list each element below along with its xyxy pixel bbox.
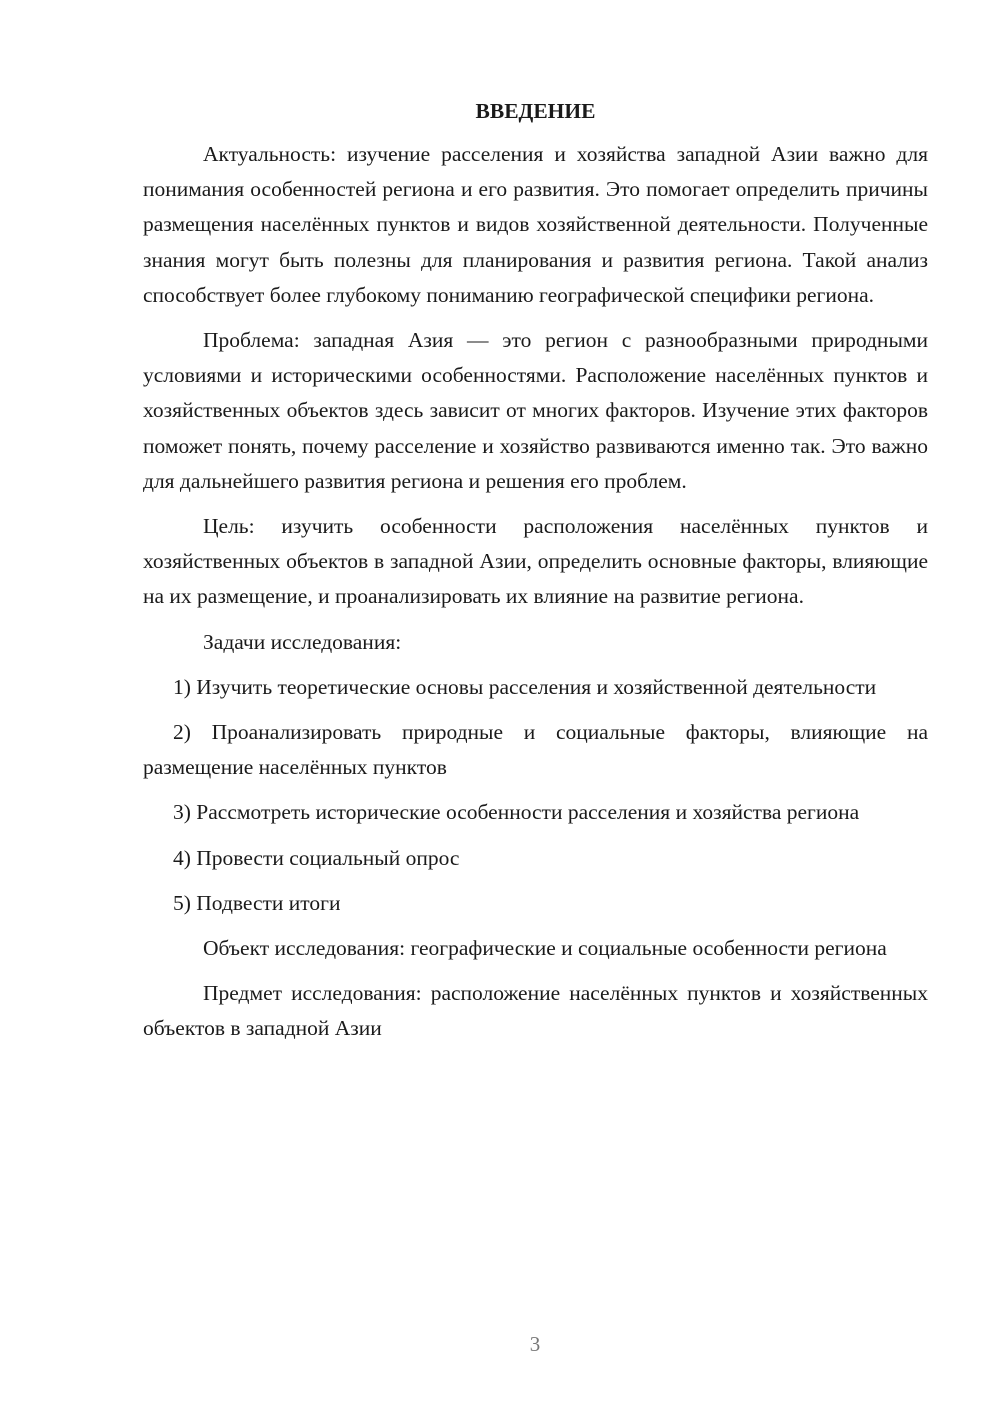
subject-paragraph: Предмет исследования: расположение населённых пунктов и хозяйственных объектов в западной Азии <box>143 981 928 1041</box>
task-item-4: 4) Провести социальный опрос <box>173 845 460 870</box>
problem-paragraph: Проблема: западная Азия — это регион с разнообразными природными условиями и историческими особенностями. Расположение населённых пунктов и хозяйственных объектов здесь зависит от многих факторов. Изучение этих факторов поможет понять, почему расселение и хозяйство развиваются именно так. Это важно для дальнейшего развития региона и решения его проблем. <box>143 328 928 493</box>
task-item-2: 2) Проанализировать природные и социальные факторы, влияющие на размещение населённых пунктов <box>143 720 928 780</box>
page-number: 3 <box>529 1332 541 1356</box>
page-title: ВВЕДЕНИЕ <box>475 99 596 123</box>
task-item-5: 5) Подвести итоги <box>173 890 341 915</box>
task-item-1: 1) Изучить теоретические основы расселения и хозяйственной деятельности <box>173 674 877 699</box>
object-paragraph: Объект исследования: географические и социальные особенности региона <box>203 936 887 961</box>
task-item-3: 3) Рассмотреть исторические особенности расселения и хозяйства региона <box>173 800 860 825</box>
relevance-paragraph: Актуальность: изучение расселения и хозяйства западной Азии важно для понимания особенностей региона и его развития. Это помогает определить причины размещения населённых пунктов и видов хозяйственной деятельности. Полученные знания могут быть полезны для планирования и развития региона. Такой анализ способствует более глубокому пониманию географической специфики региона. <box>143 142 928 307</box>
goal-paragraph: Цель: изучить особенности расположения населённых пунктов и хозяйственных объектов в западной Азии, определить основные факторы, влияющие на их размещение, и проанализировать их влияние на развитие региона. <box>143 514 928 609</box>
tasks-heading: Задачи исследования: <box>203 629 402 654</box>
document-page <box>143 95 928 1057</box>
